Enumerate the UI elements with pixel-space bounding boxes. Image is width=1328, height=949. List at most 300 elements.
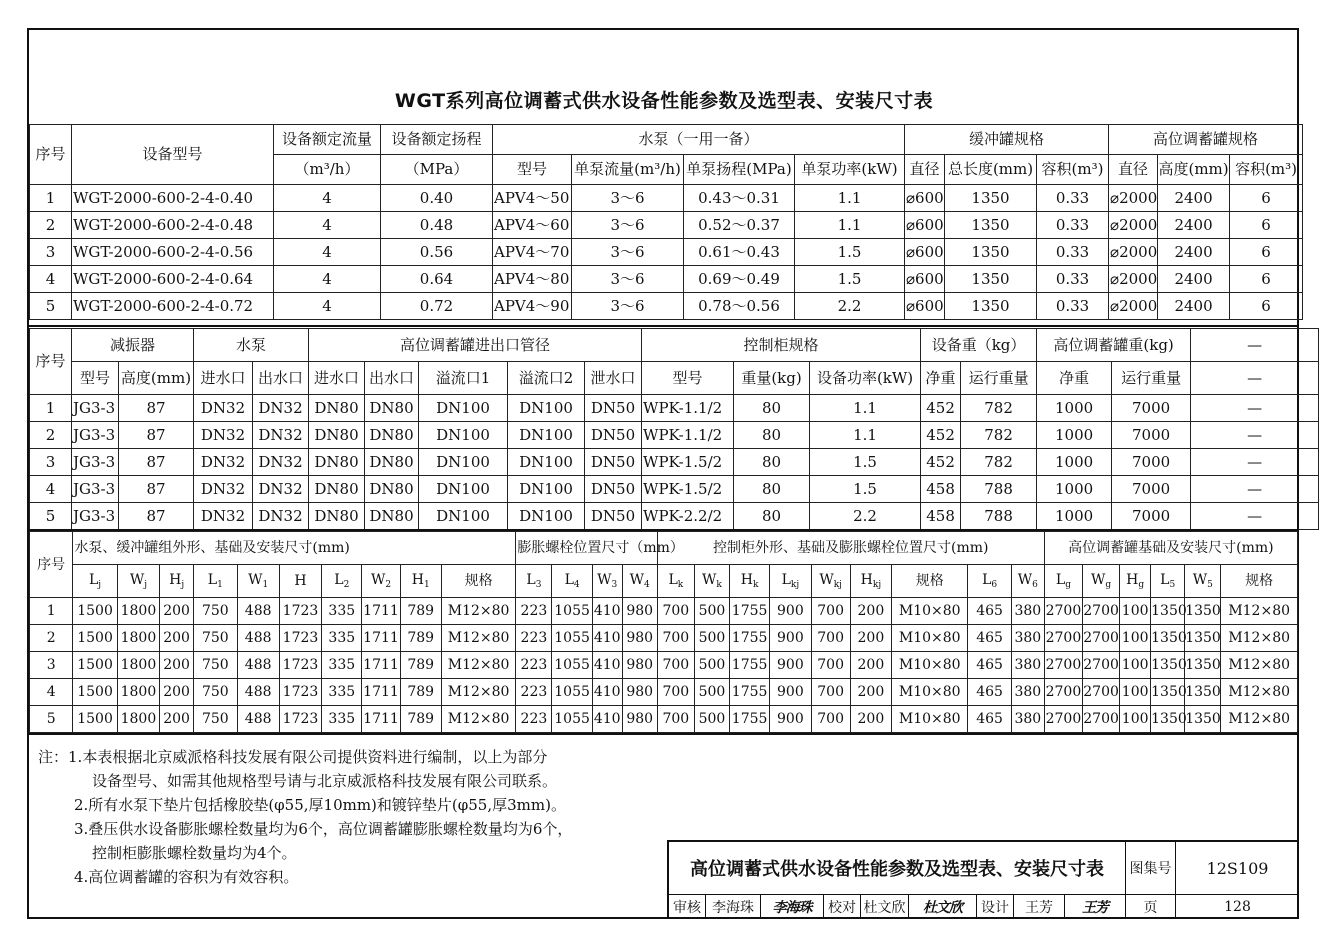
table-cell: 2400 [1158,293,1230,320]
header-pump-power: 单泵功率(kW) [795,155,905,185]
header-drain: 泄水口 [585,362,642,395]
table-cell: 1800 [117,706,159,733]
atlas-label: 图集号 [1126,842,1176,894]
column-header: $W_4$ [622,565,657,598]
table-cell: 750 [194,706,237,733]
table-cell: 6 [1230,239,1303,266]
table-cell: 488 [237,706,279,733]
table-cell: M10×80 [892,679,968,706]
table-cell: 1711 [362,625,400,652]
header-buffer-diameter: 直径 [905,155,945,185]
table-cell: DN100 [419,422,508,449]
reviewer-signature: 李海珠 [761,894,824,919]
table-cell: DN32 [194,476,253,503]
table-cell: M12×80 [1221,679,1298,706]
section-divider [29,325,1298,327]
page-number: 128 [1176,894,1299,919]
header-tank-operating-weight: 运行重量 [1112,362,1191,395]
table-cell: 700 [811,679,850,706]
column-header: $L_j$ [73,565,117,598]
table-cell: DN100 [508,422,585,449]
table-cell: 1755 [730,625,770,652]
column-header: $W_2$ [362,565,400,598]
table-cell: 7000 [1112,449,1191,476]
table-cell: M10×80 [892,625,968,652]
table-cell: M12×80 [441,598,515,625]
table-cell: WPK-1.5/2 [642,449,734,476]
table-cell: 3～6 [572,185,684,212]
header-tank-net-weight: 净重 [1037,362,1112,395]
table-cell: 750 [194,625,237,652]
table-cell: 1500 [73,706,117,733]
table-cell: ⌀2000 [1109,239,1158,266]
column-header: $W_6$ [1011,565,1044,598]
table-cell: 1723 [279,625,321,652]
table-cell: 980 [622,679,657,706]
table-cell: DN32 [194,395,253,422]
table-cell: DN32 [194,422,253,449]
table-cell: 750 [194,598,237,625]
table-cell: — [1191,395,1319,422]
table-cell: 1755 [730,679,770,706]
note-1-cont: 设备型号、如需其他规格型号请与北京威派格科技发展有限公司联系。 [92,772,558,790]
table-cell: 223 [516,598,552,625]
table-cell: 1800 [117,598,159,625]
table-cell: 380 [1011,598,1044,625]
table-cell: APV4～60 [493,212,572,239]
table-cell: ⌀600 [905,239,945,266]
column-header: $W_{kj}$ [811,565,850,598]
table-cell: DN32 [253,449,309,476]
table-cell: APV4～50 [493,185,572,212]
table-cell: JG3-3 [72,476,119,503]
column-header: H [279,565,321,598]
table-cell: 2700 [1044,652,1082,679]
note-3-cont: 控制柜膨胀螺栓数量均为4个。 [92,844,297,862]
table-cell: 2700 [1044,679,1082,706]
table-cell: 2400 [1158,239,1230,266]
table-cell: 1055 [552,625,592,652]
table-cell: 1 [30,395,72,422]
column-header: $L_2$ [322,565,362,598]
accessory-table [29,328,1319,530]
header-damper: 减振器 [72,329,194,362]
table-cell: 700 [657,679,694,706]
table-cell: 1711 [362,652,400,679]
design-label: 设计 [977,894,1014,919]
table-cell: DN100 [508,395,585,422]
table-cell: DN100 [508,449,585,476]
table-cell: 0.33 [1037,266,1109,293]
table-cell: 3 [30,239,72,266]
table-cell: 2 [30,212,72,239]
table-cell: 789 [400,679,441,706]
table-cell: 488 [237,679,279,706]
table-cell: DN80 [365,503,419,530]
table-cell: 87 [119,422,194,449]
column-header: $L_g$ [1044,565,1082,598]
table-cell: 100 [1120,625,1151,652]
header-control-cabinet: 控制柜规格 [642,329,921,362]
table-cell: 0.78～0.56 [684,293,795,320]
header-rated-head: 设备额定扬程 [381,125,493,155]
table-cell: — [1191,422,1319,449]
table-cell: 1500 [73,679,117,706]
table-cell: 1711 [362,598,400,625]
table-cell: WGT-2000-600-2-4-0.64 [72,266,274,293]
table-cell: DN80 [365,449,419,476]
table-cell: 1055 [552,652,592,679]
table-cell: 1.5 [795,266,905,293]
table-cell: 465 [968,706,1011,733]
table-cell: 0.56 [381,239,493,266]
header-tank-weight: 高位调蓄罐重(kg) [1037,329,1191,362]
table-cell: 452 [921,422,961,449]
table-cell: 1.1 [795,212,905,239]
table-cell: 700 [811,652,850,679]
table-cell: 2 [30,422,72,449]
table-cell: JG3-3 [72,449,119,476]
table-cell: 6 [1230,266,1303,293]
table-cell: ⌀2000 [1109,212,1158,239]
table-cell: JG3-3 [72,503,119,530]
table-cell: ⌀2000 [1109,293,1158,320]
document-title: WGT系列高位调蓄式供水设备性能参数及选型表、安装尺寸表 [394,90,934,112]
table-cell: 1.1 [810,395,921,422]
table-cell: 900 [770,598,811,625]
table-cell: 2400 [1158,212,1230,239]
table-cell: 465 [968,679,1011,706]
atlas-number: 12S109 [1206,858,1269,878]
table-cell: 1.1 [795,185,905,212]
table-cell: 335 [322,625,362,652]
table-cell: APV4～70 [493,239,572,266]
table-cell: 2700 [1083,706,1120,733]
table-cell: 2700 [1083,679,1120,706]
table-cell: 7000 [1112,395,1191,422]
table-cell: M12×80 [441,679,515,706]
column-header: $L_5$ [1151,565,1185,598]
table-cell: 0.33 [1037,239,1109,266]
header-no: 序号 [30,329,72,395]
table-cell: 1 [30,185,72,212]
table-cell: 200 [160,679,194,706]
table-cell: 5 [30,503,72,530]
column-header: $W_5$ [1185,565,1221,598]
table-cell: 900 [770,706,811,733]
table-cell: 788 [961,503,1037,530]
table-row [30,476,1319,503]
header-damper-height: 高度(mm) [119,362,194,395]
table-cell: 2700 [1044,598,1082,625]
table-cell: 700 [657,598,694,625]
table-cell: 0.72 [381,293,493,320]
table-cell: DN100 [419,395,508,422]
note-1: 注：1.本表根据北京威派格科技发展有限公司提供资料进行编制，以上为部分 [38,748,548,766]
table-cell: 1800 [117,679,159,706]
table-cell: 1350 [1151,706,1185,733]
table-cell: 1755 [730,598,770,625]
table-cell: DN80 [365,476,419,503]
table-cell: 4 [274,293,381,320]
header-pump-model: 型号 [493,155,572,185]
table-cell: 2.2 [810,503,921,530]
table-cell: 1500 [73,652,117,679]
table-cell: 1055 [552,706,592,733]
table-cell: DN32 [253,503,309,530]
table-cell: 980 [622,652,657,679]
table-cell: M12×80 [1221,706,1298,733]
table-cell: DN80 [309,503,365,530]
table-cell: DN32 [253,395,309,422]
table-cell: DN50 [585,476,642,503]
table-cell: 1 [30,598,73,625]
table-cell: 3～6 [572,266,684,293]
table-cell: 1500 [73,625,117,652]
column-header: $W_1$ [237,565,279,598]
column-header: 规格 [892,565,968,598]
table-cell: M10×80 [892,706,968,733]
table-cell: 782 [961,395,1037,422]
table-cell: 1500 [73,598,117,625]
column-header: $W_g$ [1083,565,1120,598]
table-cell: 789 [400,652,441,679]
table-cell: 465 [968,625,1011,652]
table-row [30,449,1319,476]
table-cell: 380 [1011,652,1044,679]
title-block-title: 高位调蓄式供水设备性能参数及选型表、安装尺寸表 [669,842,1126,894]
header-buffer-length: 总长度(mm) [945,155,1037,185]
table-cell: DN32 [194,449,253,476]
table-cell: 700 [811,598,850,625]
table-cell: 7000 [1112,476,1191,503]
table-cell: 4 [274,266,381,293]
table-cell: 980 [622,706,657,733]
table-cell: DN32 [194,503,253,530]
table-cell: — [1191,476,1319,503]
table-cell: 1055 [552,679,592,706]
notes [38,745,572,889]
table-cell: 100 [1120,706,1151,733]
table-cell: 0.52～0.37 [684,212,795,239]
header-pump: 水泵（一用一备） [493,125,905,155]
table-cell: 1350 [945,266,1037,293]
table-cell: M12×80 [441,625,515,652]
table-cell: 1350 [945,212,1037,239]
table-cell: DN80 [365,422,419,449]
table-row [30,212,1303,239]
table-row [30,293,1303,320]
table-cell: WGT-2000-600-2-4-0.40 [72,185,274,212]
table-cell: 0.64 [381,266,493,293]
table-cell: WGT-2000-600-2-4-0.72 [72,293,274,320]
table-cell: DN80 [309,422,365,449]
header-buffer-volume: 容积(m³) [1037,155,1109,185]
table-cell: 700 [657,706,694,733]
table-cell: 1350 [1185,598,1221,625]
table-cell: 980 [622,625,657,652]
section-divider [29,733,1298,735]
table-cell: 1723 [279,598,321,625]
table-cell: 3～6 [572,239,684,266]
header-net-weight: 净重 [921,362,961,395]
table-cell: 1350 [945,185,1037,212]
header-model: 设备型号 [72,125,274,185]
table-row [30,185,1303,212]
dimension-table [29,531,1298,733]
table-cell: 1000 [1037,476,1112,503]
table-cell: M12×80 [1221,652,1298,679]
table-cell: DN50 [585,395,642,422]
table-cell: M10×80 [892,598,968,625]
table-cell: M12×80 [1221,625,1298,652]
table-cell: 410 [592,706,622,733]
table-cell: M12×80 [441,652,515,679]
column-header: $L_4$ [552,565,592,598]
header-tank-outlet: 出水口 [365,362,419,395]
header-cabinet-dims: 控制柜外形、基础及膨胀螺栓位置尺寸(mm) [657,532,1044,565]
table-cell: 789 [400,598,441,625]
unit-flow: （m³/h） [274,155,381,185]
table-cell: 2700 [1083,652,1120,679]
table-cell: 223 [516,625,552,652]
table-cell: DN80 [365,395,419,422]
header-pump-buffer-dims: 水泵、缓冲罐组外形、基础及安装尺寸(mm) [73,532,516,565]
header-tank-diameter: 直径 [1109,155,1158,185]
table-cell: 6 [1230,212,1303,239]
table-cell: M10×80 [892,652,968,679]
table-row [30,679,1298,706]
table-cell: 1350 [945,293,1037,320]
title-block [667,840,1299,919]
table-cell: M12×80 [441,706,515,733]
table-cell: 4 [30,476,72,503]
table-cell: 500 [694,625,729,652]
check-label: 校对 [824,894,861,919]
table-cell: DN32 [253,476,309,503]
table-cell: WPK-1.1/2 [642,395,734,422]
table-cell: 2400 [1158,266,1230,293]
column-header: $L_3$ [516,565,552,598]
table-cell: 3～6 [572,293,684,320]
table-cell: WPK-1.1/2 [642,422,734,449]
table-cell: — [1191,503,1319,530]
notes-label: 注： [38,748,69,766]
column-header: $W_3$ [592,565,622,598]
table-cell: ⌀600 [905,185,945,212]
header-overflow-1: 溢流口1 [419,362,508,395]
table-cell: 1350 [1185,706,1221,733]
table-cell: 2700 [1044,706,1082,733]
table-cell: 1723 [279,706,321,733]
header-dash: — [1191,329,1319,362]
table-cell: DN100 [419,476,508,503]
column-header: $L_6$ [968,565,1011,598]
table-cell: 782 [961,449,1037,476]
table-cell: ⌀600 [905,266,945,293]
header-pump-outlet: 出水口 [253,362,309,395]
table-cell: WPK-2.2/2 [642,503,734,530]
table-cell: 200 [850,679,891,706]
column-header: $W_k$ [694,565,729,598]
table-cell: 980 [622,598,657,625]
table-cell: 0.33 [1037,185,1109,212]
table-cell: 1755 [730,706,770,733]
table-cell: 1.5 [810,476,921,503]
table-cell: 500 [694,706,729,733]
table-cell: 1055 [552,598,592,625]
table-cell: 1350 [1151,679,1185,706]
table-cell: ⌀600 [905,212,945,239]
table-cell: 380 [1011,706,1044,733]
header-tank-inlet: 进水口 [309,362,365,395]
table-cell: 4 [274,212,381,239]
header-overflow-2: 溢流口2 [508,362,585,395]
table-cell: 87 [119,449,194,476]
table-row [30,422,1319,449]
table-cell: 7000 [1112,503,1191,530]
table-cell: 335 [322,679,362,706]
header-tank-dims: 高位调蓄罐基础及安装尺寸(mm) [1044,532,1297,565]
table-cell: 380 [1011,625,1044,652]
table-cell: WGT-2000-600-2-4-0.48 [72,212,274,239]
table-cell: 458 [921,476,961,503]
table-cell: 5 [30,293,72,320]
table-cell: 335 [322,652,362,679]
table-cell: 1000 [1037,422,1112,449]
column-header: $H_j$ [160,565,194,598]
table-cell: 6 [1230,185,1303,212]
table-cell: 3～6 [572,212,684,239]
header-operating-weight: 运行重量 [961,362,1037,395]
table-cell: 87 [119,476,194,503]
table-cell: 1800 [117,652,159,679]
table-cell: 1000 [1037,503,1112,530]
table-row [30,395,1319,422]
table-cell: DN50 [585,422,642,449]
table-cell: 700 [811,706,850,733]
table-cell: 700 [811,625,850,652]
table-cell: 5 [30,706,73,733]
table-cell: APV4～80 [493,266,572,293]
header-dash-2: — [1191,362,1319,395]
table-cell: 0.33 [1037,212,1109,239]
table-cell: 80 [734,449,810,476]
review-label: 审核 [669,894,706,919]
table-cell: 0.43～0.31 [684,185,795,212]
table-cell: ⌀600 [905,293,945,320]
table-cell: 410 [592,679,622,706]
header-equipment-weight: 设备重（kg） [921,329,1037,362]
column-header: 规格 [441,565,515,598]
table-cell: 2700 [1044,625,1082,652]
table-row [30,598,1298,625]
table-cell: 465 [968,598,1011,625]
table-cell: DN32 [253,422,309,449]
table-cell: 410 [592,625,622,652]
table-cell: 750 [194,652,237,679]
table-cell: 4 [30,266,72,293]
table-cell: ⌀2000 [1109,266,1158,293]
table-cell: 750 [194,679,237,706]
table-cell: 2400 [1158,185,1230,212]
column-header: $H_1$ [400,565,441,598]
table-cell: 1800 [117,625,159,652]
column-header: 规格 [1221,565,1298,598]
table-row [30,239,1303,266]
table-cell: 1350 [1151,598,1185,625]
table-cell: 1755 [730,652,770,679]
